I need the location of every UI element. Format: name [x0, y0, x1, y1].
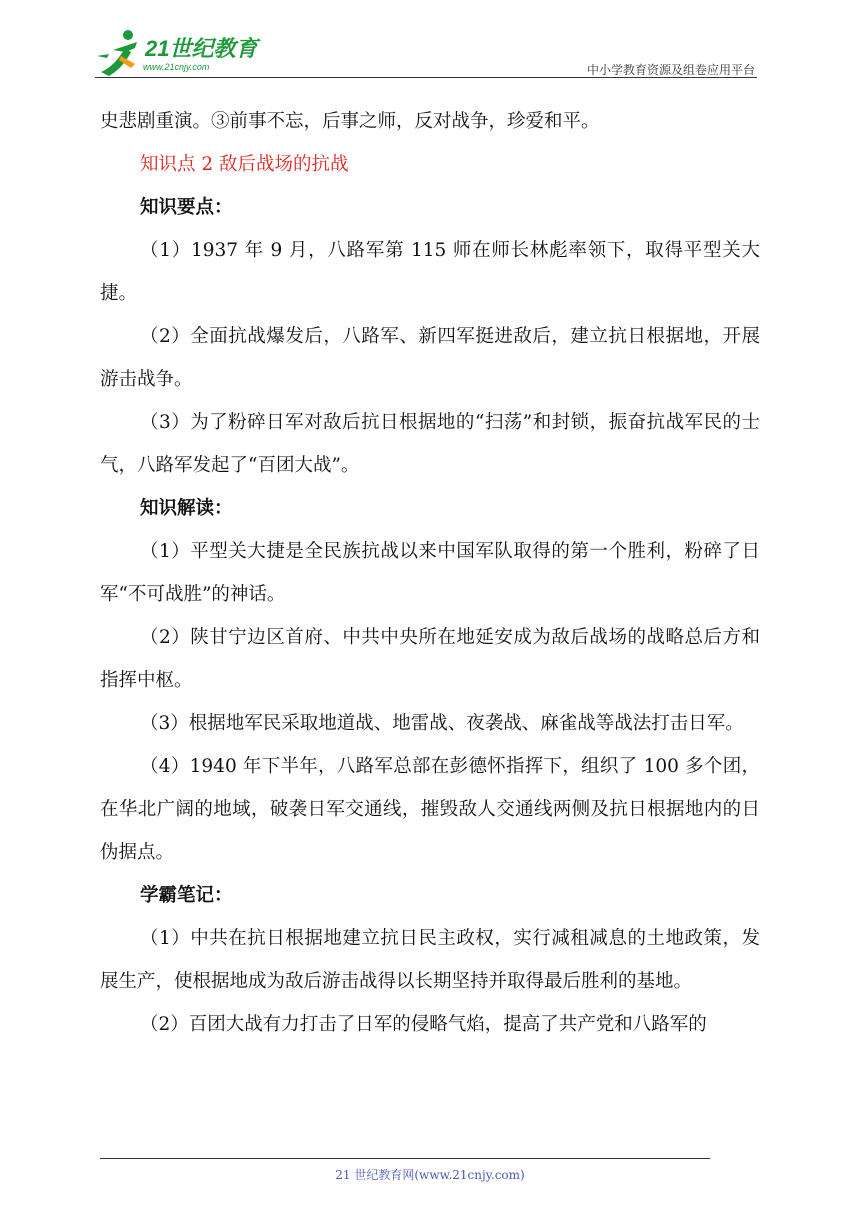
footer-divider — [100, 1158, 710, 1159]
site-logo[interactable] — [95, 26, 265, 78]
page-header — [95, 26, 757, 78]
paragraph-conclusion: 史悲剧重演。③前事不忘，后事之师，反对战争，珍爱和平。 — [100, 111, 600, 132]
header-platform-text: 中小学教育资源及组卷应用平台 — [586, 63, 755, 77]
interpretation-1: （1）平型关大捷是全民族抗战以来中国军队取得的第一个胜利，粉碎了日军“不可战胜”的神话。 — [100, 541, 760, 605]
key-point-3: （3）为了粉碎日军对敌后抗日根据地的“扫荡”和封锁，振奋抗战军民的士气，八路军发起了“百团大战”。 — [100, 412, 760, 476]
section-heading: 知识点 2 敌后战场的抗战 — [140, 154, 349, 175]
interpretation-3: （3）根据地军民采取地道战、地雷战、夜袭战、麻雀战等战法打击日军。 — [140, 713, 744, 734]
note-2: （2）百团大战有力打击了日军的侵略气焰，提高了共产党和八路军的 — [140, 1014, 707, 1035]
note-1: （1）中共在抗日根据地建立抗日民主政权，实行减租减息的土地政策，发展生产，使根据地成为敌后游击战得以长期坚持并取得最后胜利的基地。 — [100, 928, 760, 992]
interpretation-4: （4）1940 年下半年，八路军总部在彭德怀指挥下，组织了 100 多个团，在华北广阔的地域，破袭日军交通线，摧毁敌人交通线两侧及抗日根据地内的日伪据点。 — [100, 756, 760, 863]
key-point-1: （1）1937 年 9 月，八路军第 115 师在师长林彪率领下，取得平型关大捷。 — [100, 240, 760, 304]
logo-url: www.21cnjy.com — [143, 62, 210, 72]
key-point-2: （2）全面抗战爆发后，八路军、新四军挺进敌后，建立抗日根据地，开展游击战争。 — [100, 326, 760, 390]
runner-logo-icon — [95, 26, 147, 78]
subheading-notes: 学霸笔记： — [140, 885, 233, 906]
page-footer[interactable]: 21 世纪教育网(www.21cnjy.com) — [335, 1168, 525, 1182]
document-body — [100, 100, 760, 1046]
interpretation-2: （2）陕甘宁边区首府、中共中央所在地延安成为敌后战场的战略总后方和指挥中枢。 — [100, 627, 760, 691]
subheading-key-points: 知识要点： — [140, 197, 233, 218]
logo-text: 21世纪教育 — [145, 36, 258, 61]
subheading-interpretation: 知识解读： — [140, 498, 233, 519]
header-divider — [95, 77, 757, 78]
